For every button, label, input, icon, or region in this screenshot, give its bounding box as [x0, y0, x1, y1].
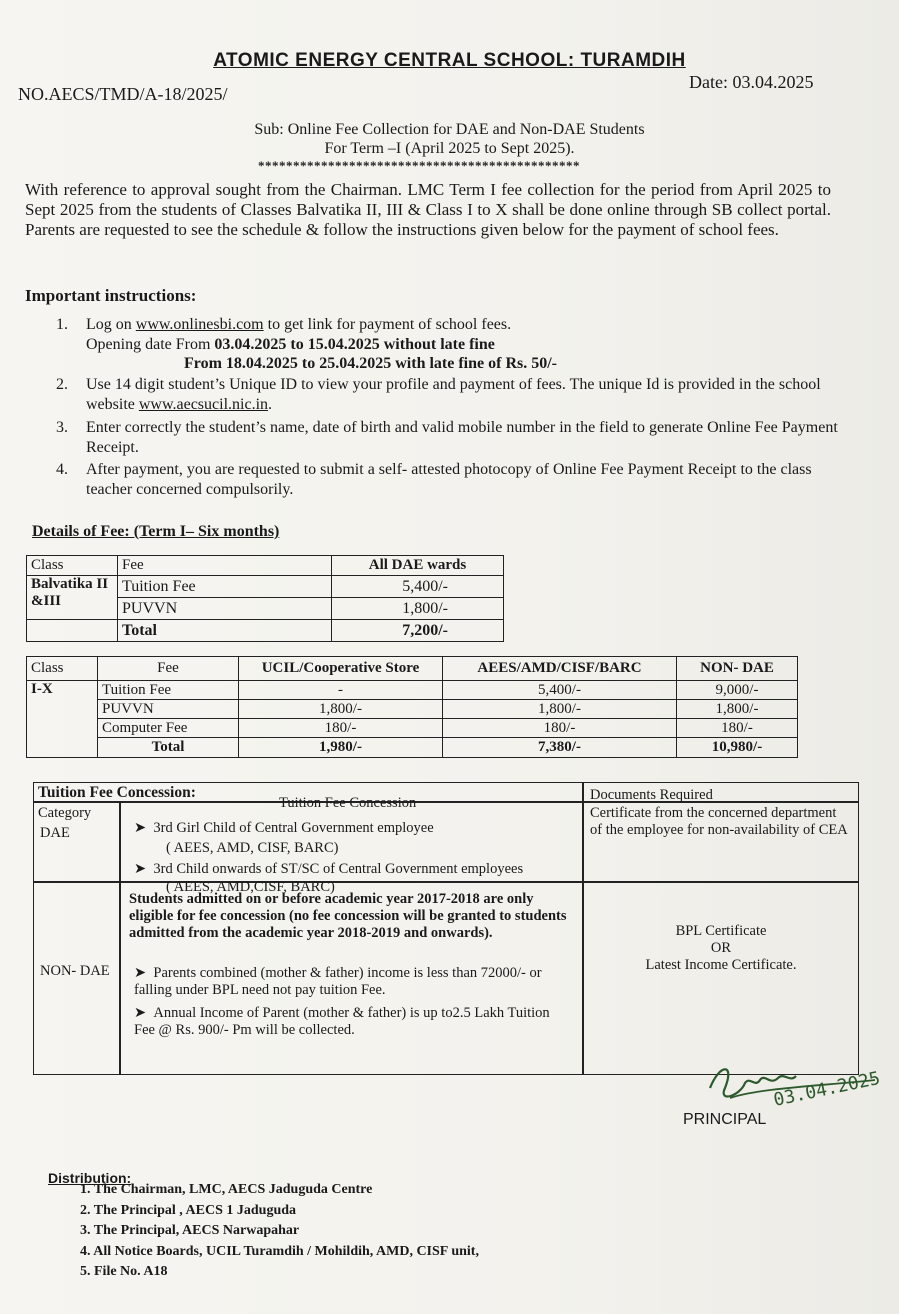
fee-amount-cell: 9,000/- — [677, 681, 798, 700]
fee-amount-cell: 1,800/- — [332, 598, 504, 620]
instruction-3 — [56, 418, 838, 460]
principal-signature — [700, 1058, 885, 1118]
fee-amount-cell: 10,980/- — [677, 738, 798, 758]
empty-cell — [27, 620, 118, 642]
fee-name-cell: Total — [118, 620, 332, 642]
class-cell: I-X — [27, 681, 98, 758]
instruction-text: . — [268, 396, 273, 413]
fee-amount-cell: 1,800/- — [239, 700, 443, 719]
concession-header: Tuition Fee Concession — [279, 795, 417, 811]
instruction-number: 4. — [56, 461, 68, 478]
table-header: Fee — [98, 657, 239, 681]
instruction-text: to get link for payment of school fees. — [263, 316, 512, 333]
instruction-text: After payment, you are requested to submit a self- attested photocopy of Online Fee Payment Receipt to the class teacher concerned compulsorily. — [86, 461, 812, 498]
instruction-text: Log on — [86, 316, 136, 333]
fee-amount-cell: 180/- — [443, 719, 677, 738]
category-header: Category — [38, 805, 92, 821]
nondae-concession-item: ➤ Annual Income of Parent (mother & father) is up to2.5 Lakh Tuition Fee @ Rs. 900/- Pm will be collected. — [134, 1005, 550, 1038]
signature-date: 03.04.2025 — [771, 1067, 883, 1111]
nondae-eligibility: Students admitted on or before academic year 2017-2018 are only eligible for fee concession (no fee concession will be granted to students admitted from the academic year 2018-2019 and onwards). — [129, 891, 567, 941]
instruction-text: Enter correctly the student’s name, date of birth and valid mobile number in the field to generate Online Fee Payment Receipt. — [86, 419, 838, 456]
instructions-heading: Important instructions: — [25, 286, 197, 305]
dae-category: DAE — [40, 825, 70, 841]
fee-amount-cell: 7,200/- — [332, 620, 504, 642]
opening-date-label: Opening date From — [86, 336, 215, 353]
subject-block — [0, 120, 899, 158]
dae-documents: Certificate from the concerned department of the employee for non-availability of CEA — [590, 805, 848, 838]
intro-paragraph: With reference to approval sought from the Chairman. LMC Term I fee collection for the period from April 2025 to Sept 2025 from the students of Classes Balvatika II, III & Class I to X shall be done online through SB collect portal. Parents are requested to see the schedule & follow the instructions given below for the payment of school fees. — [25, 180, 831, 239]
subject-line-2: For Term –I (April 2025 to Sept 2025). — [324, 140, 575, 157]
class-cell: Balvatika II &III — [27, 576, 118, 620]
arrow-icon: ➤ — [134, 1005, 154, 1021]
table-header: All DAE wards — [332, 556, 504, 576]
fee-name-cell: Tuition Fee — [118, 576, 332, 598]
table-header: Class — [27, 556, 118, 576]
onlinesbi-link[interactable]: www.onlinesbi.com — [135, 316, 264, 333]
principal-label: PRINCIPAL — [683, 1111, 767, 1128]
list-item: 1. The Chairman, LMC, AECS Jaduguda Centre — [80, 1182, 373, 1197]
fee-name-cell: PUVVN — [98, 700, 239, 719]
arrow-icon: ➤ — [134, 820, 154, 836]
school-title: ATOMIC ENERGY CENTRAL SCHOOL: TURAMDIH — [213, 50, 686, 71]
instruction-4 — [56, 460, 838, 502]
instruction-2 — [56, 375, 838, 417]
school-website-link[interactable]: www.aecsucil.nic.in — [138, 396, 269, 413]
late-fine-range: From 18.04.2025 to 25.04.2025 with late fine of Rs. 50/- — [184, 355, 557, 372]
fee-amount-cell: 180/- — [677, 719, 798, 738]
fee-amount-cell: - — [239, 681, 443, 700]
opening-date-range: 03.04.2025 to 15.04.2025 without late fine — [214, 336, 495, 353]
arrow-icon: ➤ — [134, 861, 154, 877]
distribution-heading: Distribution: — [48, 1170, 132, 1186]
instruction-number: 3. — [56, 419, 68, 436]
fee-amount-cell: 5,400/- — [332, 576, 504, 598]
documents-header: Documents Required — [590, 787, 713, 803]
fee-amount-cell: 180/- — [239, 719, 443, 738]
fee-amount-cell: 1,980/- — [239, 738, 443, 758]
distribution-list — [80, 1180, 479, 1283]
late-fine-line — [56, 354, 838, 374]
dae-concession-item: ➤ 3rd Child onwards of ST/SC of Central Government employees — [134, 861, 524, 877]
list-item: 5. File No. A18 — [80, 1264, 168, 1279]
subject-line-1: Sub: Online Fee Collection for DAE and Non-DAE Students — [254, 121, 645, 138]
notice-date: Date: 03.04.2025 — [689, 72, 814, 92]
fee-name-cell: Tuition Fee — [98, 681, 239, 700]
dae-concession-sub: ( AEES, AMD, CISF, BARC) — [166, 840, 339, 856]
instruction-number: 2. — [56, 376, 68, 393]
fee-name-cell: PUVVN — [118, 598, 332, 620]
list-item: 3. The Principal, AECS Narwapahar — [80, 1223, 300, 1238]
arrow-icon: ➤ — [134, 965, 154, 981]
fee-amount-cell: 7,380/- — [443, 738, 677, 758]
nondae-category: NON- DAE — [40, 963, 110, 979]
class-i-x-fee-table — [26, 656, 798, 758]
fee-amount-cell: 5,400/- — [443, 681, 677, 700]
opening-date-line — [56, 335, 838, 355]
instruction-number: 1. — [56, 316, 68, 333]
fee-name-cell: Total — [98, 738, 239, 758]
dae-concession-item: ➤ 3rd Girl Child of Central Government employee — [134, 820, 434, 836]
table-header: NON- DAE — [677, 657, 798, 681]
fee-amount-cell: 1,800/- — [443, 700, 677, 719]
fee-name-cell: Computer Fee — [98, 719, 239, 738]
table-header: Fee — [118, 556, 332, 576]
balvatika-fee-table — [26, 555, 504, 642]
table-header: AEES/AMD/CISF/BARC — [443, 657, 677, 681]
dae-concession-sub: ( AEES, AMD,CISF, BARC) — [166, 879, 335, 895]
table-header: Class — [27, 657, 98, 681]
reference-number: NO.AECS/TMD/A-18/2025/ — [18, 84, 228, 104]
concession-heading: Tuition Fee Concession: — [38, 784, 196, 801]
nondae-concession-item: ➤ Parents combined (mother & father) income is less than 72000/- or falling under BPL need not pay tuition Fee. — [134, 965, 542, 998]
concession-table — [33, 782, 859, 1075]
list-item: 2. The Principal , AECS 1 Jaduguda — [80, 1202, 297, 1218]
list-item: 4. All Notice Boards, UCIL Turamdih / Mohildih, AMD, CISF unit, — [80, 1243, 479, 1259]
nondae-documents: BPL Certificate OR Latest Income Certificate. — [645, 923, 797, 973]
fee-amount-cell: 1,800/- — [677, 700, 798, 719]
star-divider: ********************************************** — [258, 158, 580, 173]
fee-details-heading: Details of Fee: (Term I– Six months) — [32, 523, 280, 540]
instruction-text: Use 14 digit student’s Unique ID to view your profile and payment of fees. The unique Id is provided in the school website — [86, 376, 821, 413]
table-header: UCIL/Cooperative Store — [239, 657, 443, 681]
